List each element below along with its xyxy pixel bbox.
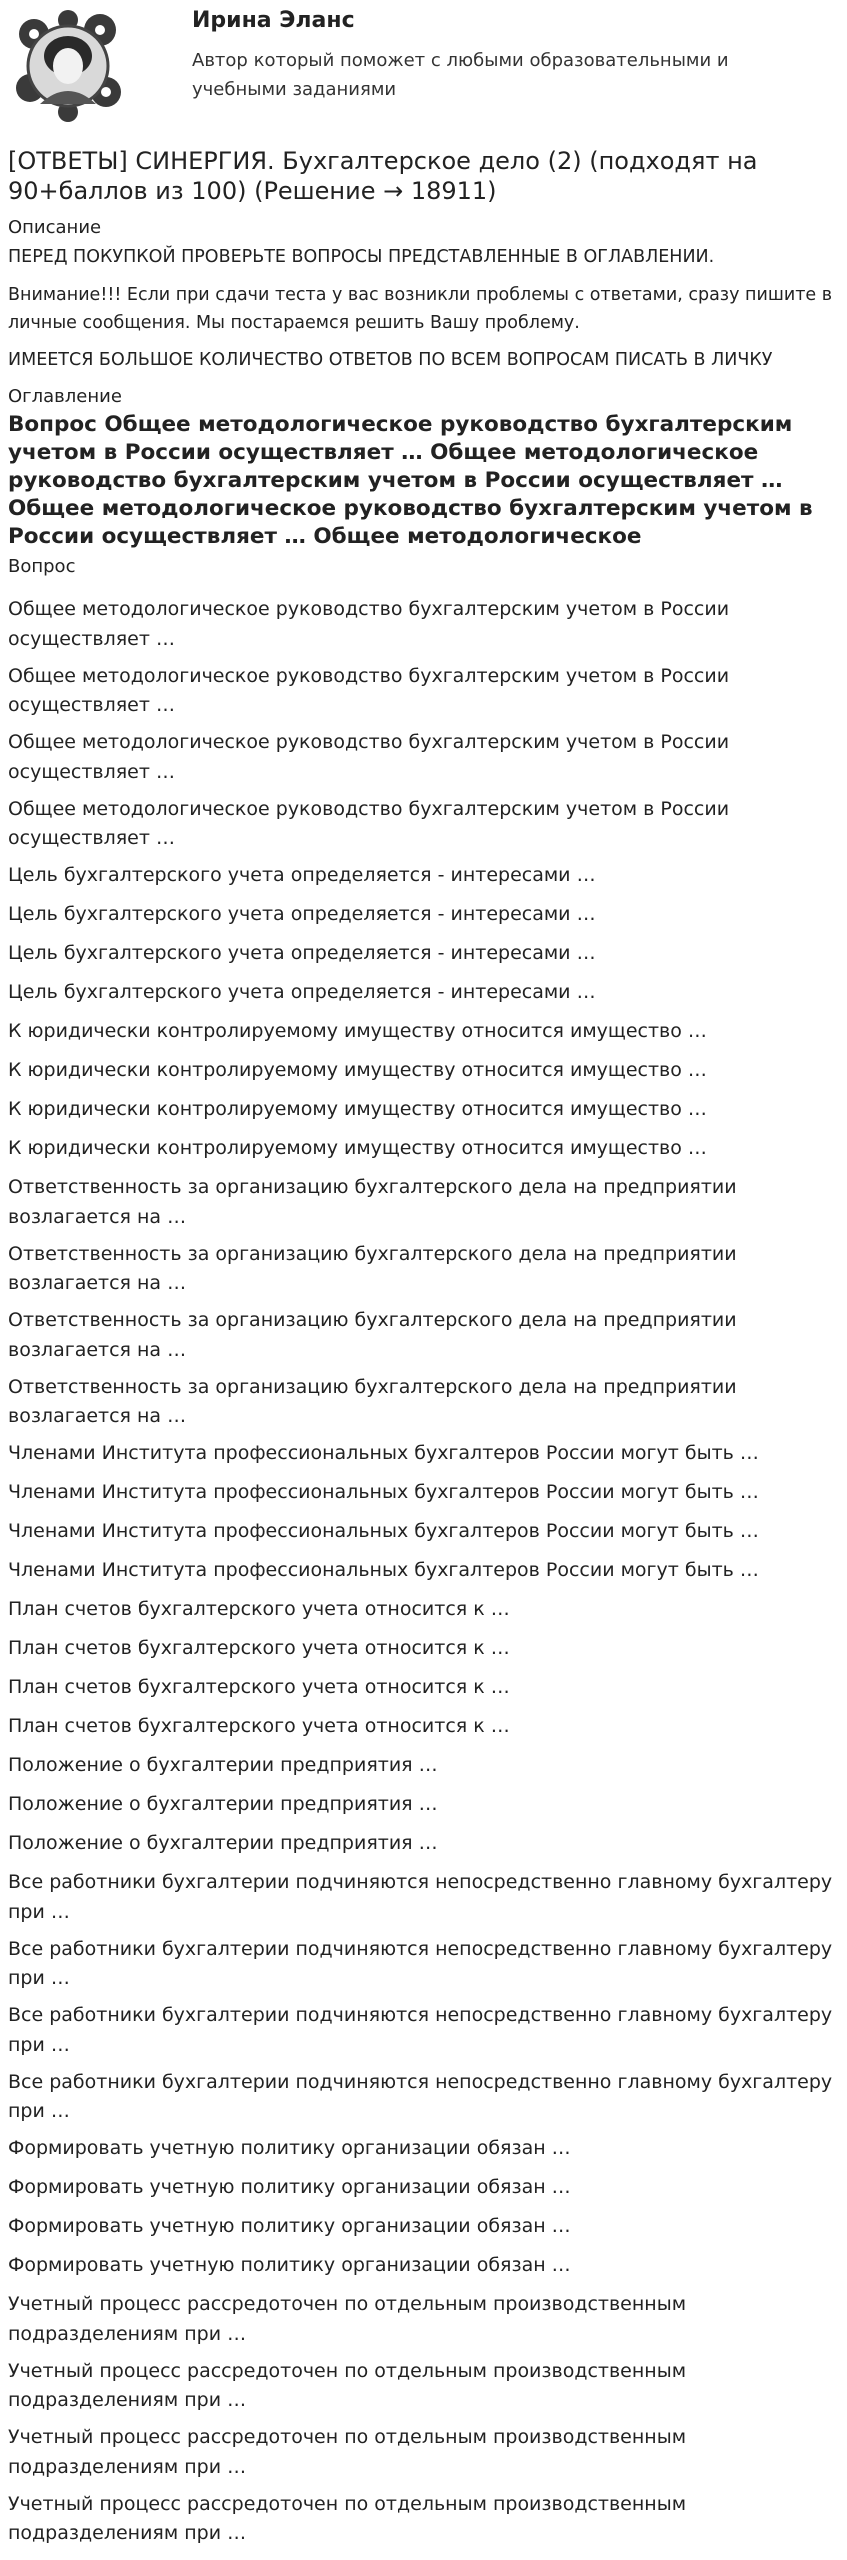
question-item[interactable]: Формировать учетную политику организации обязан … xyxy=(8,2254,571,2276)
author-name[interactable]: Ирина Эланс xyxy=(192,8,355,33)
author-avatar[interactable] xyxy=(14,6,122,126)
author-card xyxy=(8,0,839,140)
question-item[interactable]: Цель бухгалтерского учета определяется - интересами … xyxy=(8,864,596,886)
question-item[interactable]: Ответственность за организацию бухгалтерского дела на предприятии возлагается на … xyxy=(8,1375,737,1427)
question-list xyxy=(8,595,838,2556)
author-description: Автор который поможет с любыми образовательными и учебными заданиями xyxy=(192,50,729,100)
question-item[interactable]: Ответственность за организацию бухгалтерского дела на предприятии возлагается на … xyxy=(8,1309,737,1361)
question-item[interactable]: Цель бухгалтерского учета определяется - интересами … xyxy=(8,903,596,925)
toc-label: Оглавление xyxy=(8,386,122,407)
toc-title: Вопрос Общее методологическое руководство бухгалтерским учетом в России осуществляет … Общее методологическое руководство бухгалтерским учетом в России осуществляет … Общее методологическое руководство бухгалтерским учетом в России осуществляет … Общее методологическое xyxy=(8,412,813,549)
question-item[interactable]: К юридически контролируемому имуществу относится имущество … xyxy=(8,1059,707,1081)
question-item[interactable]: Все работники бухгалтерии подчиняются непосредственно главному бухгалтеру при … xyxy=(8,1871,833,1923)
question-item[interactable]: Все работники бухгалтерии подчиняются непосредственно главному бухгалтеру при … xyxy=(8,2070,833,2122)
question-item[interactable]: Членами Института профессиональных бухгалтеров России могут быть … xyxy=(8,1520,759,1542)
page-title: [ОТВЕТЫ] СИНЕРГИЯ. Бухгалтерское дело (2) (подходят на 90+баллов из 100) (Решение → 18911) xyxy=(8,147,758,205)
question-item[interactable]: Цель бухгалтерского учета определяется - интересами … xyxy=(8,981,596,1003)
question-label: Вопрос xyxy=(8,556,76,577)
question-item[interactable]: Формировать учетную политику организации обязан … xyxy=(8,2176,571,2198)
question-item[interactable]: Учетный процесс рассредоточен по отдельным производственным подразделениям при … xyxy=(8,2359,687,2411)
question-item[interactable]: Положение о бухгалтерии предприятия … xyxy=(8,1793,438,1815)
question-item[interactable]: Ответственность за организацию бухгалтерского дела на предприятии возлагается на … xyxy=(8,1176,737,1228)
question-item[interactable]: Формировать учетную политику организации обязан … xyxy=(8,2137,571,2159)
question-item[interactable]: К юридически контролируемому имуществу относится имущество … xyxy=(8,1020,707,1042)
question-item[interactable]: Общее методологическое руководство бухгалтерским учетом в России осуществляет … xyxy=(8,598,730,650)
question-item[interactable]: Положение о бухгалтерии предприятия … xyxy=(8,1832,438,1854)
question-item[interactable]: План счетов бухгалтерского учета относится к … xyxy=(8,1715,510,1737)
question-item[interactable]: Учетный процесс рассредоточен по отдельным производственным подразделениям при … xyxy=(8,2293,687,2345)
question-item[interactable]: Общее методологическое руководство бухгалтерским учетом в России осуществляет … xyxy=(8,731,730,783)
question-item[interactable]: Членами Института профессиональных бухгалтеров России могут быть … xyxy=(8,1559,759,1581)
question-item[interactable]: Все работники бухгалтерии подчиняются непосредственно главному бухгалтеру при … xyxy=(8,1937,833,1989)
notice-many-answers: ИМЕЕТСЯ БОЛЬШОЕ КОЛИЧЕСТВО ОТВЕТОВ ПО ВСЕМ ВОПРОСАМ ПИСАТЬ В ЛИЧКУ xyxy=(8,350,773,370)
question-item[interactable]: Учетный процесс рассредоточен по отдельным производственным подразделениям при … xyxy=(8,2426,687,2478)
question-item[interactable]: Общее методологическое руководство бухгалтерским учетом в России осуществляет … xyxy=(8,664,730,716)
question-item[interactable]: Цель бухгалтерского учета определяется - интересами … xyxy=(8,942,596,964)
question-item[interactable]: К юридически контролируемому имуществу относится имущество … xyxy=(8,1098,707,1120)
question-item[interactable]: План счетов бухгалтерского учета относится к … xyxy=(8,1637,510,1659)
description-label: Описание xyxy=(8,217,102,238)
question-item[interactable]: Членами Института профессиональных бухгалтеров России могут быть … xyxy=(8,1442,759,1464)
question-item[interactable]: Все работники бухгалтерии подчиняются непосредственно главному бухгалтеру при … xyxy=(8,2004,833,2056)
question-item[interactable]: Положение о бухгалтерии предприятия … xyxy=(8,1754,438,1776)
notice-attention: Внимание!!! Если при сдачи теста у вас возникли проблемы с ответами, сразу пишите в личные сообщения. Мы постараемся решить Вашу проблему. xyxy=(8,285,833,333)
question-item[interactable]: Учетный процесс рассредоточен по отдельным производственным подразделениям при … xyxy=(8,2492,687,2544)
question-item[interactable]: Формировать учетную политику организации обязан … xyxy=(8,2215,571,2237)
question-item[interactable]: Общее методологическое руководство бухгалтерским учетом в России осуществляет … xyxy=(8,797,730,849)
question-item[interactable]: Членами Института профессиональных бухгалтеров России могут быть … xyxy=(8,1481,759,1503)
question-item[interactable]: К юридически контролируемому имуществу относится имущество … xyxy=(8,1137,707,1159)
question-item[interactable]: Ответственность за организацию бухгалтерского дела на предприятии возлагается на … xyxy=(8,1242,737,1294)
notice-check-toc: ПЕРЕД ПОКУПКОЙ ПРОВЕРЬТЕ ВОПРОСЫ ПРЕДСТАВЛЕННЫЕ В ОГЛАВЛЕНИИ. xyxy=(8,247,715,267)
question-item[interactable]: План счетов бухгалтерского учета относится к … xyxy=(8,1676,510,1698)
question-item[interactable]: План счетов бухгалтерского учета относится к … xyxy=(8,1598,510,1620)
